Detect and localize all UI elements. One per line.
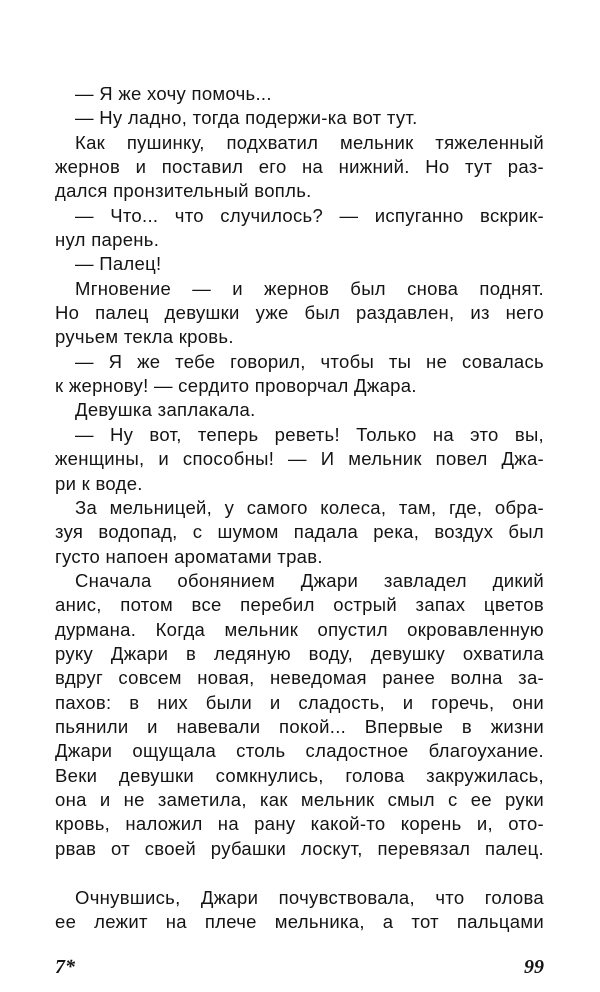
text-line: — Я же тебе говорил, чтобы ты не совалась — [75, 350, 544, 372]
text-line: Очнувшись, Джари почувствовала, что голова — [75, 886, 544, 908]
page-footer — [55, 956, 544, 979]
text-line: густо напоен ароматами трав. — [55, 545, 323, 567]
text-line: нул парень. — [55, 229, 160, 251]
text-line: Сначала обонянием Джари завладел дикий — [75, 569, 544, 591]
text-line: пахов: в них были и сладость, и горечь, они — [55, 691, 544, 713]
text-line: — Ну ладно, тогда подержи-ка вот тут. — [75, 107, 418, 129]
text-line: дался пронзительный вопль. — [55, 180, 312, 202]
text-line: зуя водопад, с шумом падала река, воздух был — [55, 521, 544, 543]
text-line: — Палец! — [75, 253, 162, 275]
text-line: — Ну вот, теперь реветь! Только на это вы, — [75, 423, 544, 445]
text-line: кровь, наложил на рану какой-то корень и, ото- — [55, 813, 544, 835]
text-line: к жернову! — сердито проворчал Джара. — [55, 375, 417, 397]
text-line: — Что... что случилось? — испуганно вскрик- — [75, 204, 544, 226]
text-line: Как пушинку, подхватил мельник тяжеленный — [75, 131, 544, 153]
text-line: Джари ощущала столь сладостное благоухание. — [55, 740, 544, 762]
text-line: руку Джари в ледяную воду, девушку охватила — [55, 642, 544, 664]
text-line: Веки девушки сомкнулись, голова закружилась, — [55, 764, 544, 786]
text-line: дурмана. Когда мельник опустил окровавленную — [55, 618, 544, 640]
text-line: Но палец девушки уже был раздавлен, из него — [55, 302, 544, 324]
text-line: ручьем текла кровь. — [55, 326, 234, 348]
paragraph-gap — [55, 861, 544, 886]
text-line: — Я же хочу помочь... — [75, 83, 272, 104]
text-line: анис, потом все перебил острый запах цветов — [55, 594, 544, 616]
page-number: 99 — [524, 956, 544, 978]
text-line: пьянили и навевали покой... Впервые в жизни — [55, 715, 544, 737]
text-line: женщины, и способны! — И мельник повел Джа- — [55, 448, 544, 470]
text-line: ри к воде. — [55, 472, 143, 494]
text-line: жернов и поставил его на нижний. Но тут раз- — [55, 156, 544, 178]
signature-mark: 7* — [55, 956, 75, 978]
text-line: рвав от своей рубашки лоскут, перевязал палец. — [55, 837, 544, 859]
text-line: вдруг совсем новая, неведомая ранее волна за- — [55, 667, 544, 689]
text-line: За мельницей, у самого колеса, там, где, обра- — [75, 496, 544, 518]
text-line: она и не заметила, как мельник смыл с ее руки — [55, 788, 544, 810]
text-line: Мгновение — и жернов был снова поднят. — [75, 277, 544, 299]
text-line: Девушка заплакала. — [75, 399, 256, 421]
text-line: ее лежит на плече мельника, а тот пальцами — [55, 910, 544, 932]
book-page-text — [55, 82, 544, 934]
